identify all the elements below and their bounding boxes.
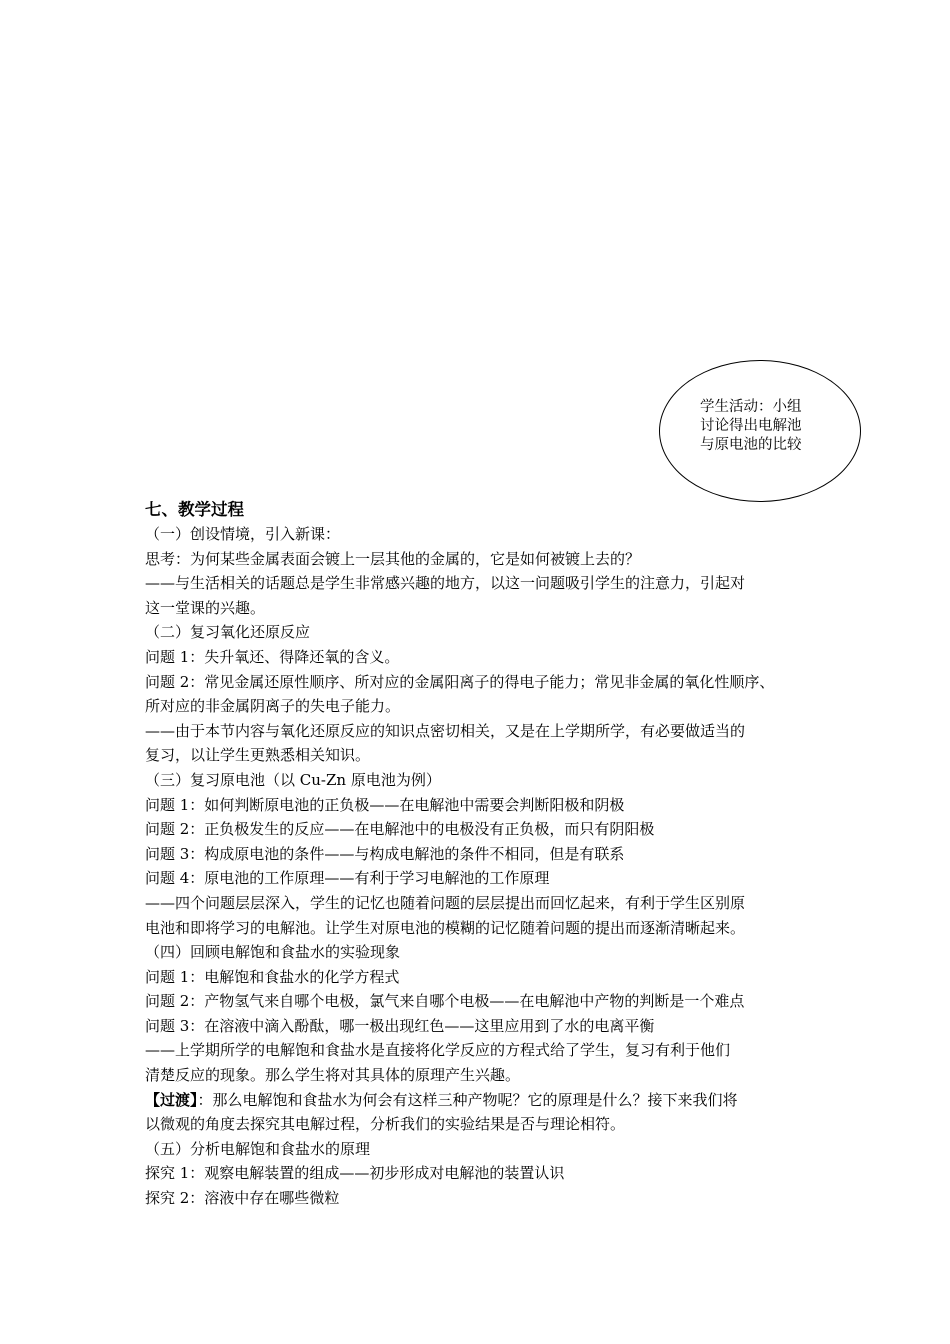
transition-line xyxy=(145,1088,825,1113)
text-line: （四）回顾电解饱和食盐水的实验现象 xyxy=(145,943,401,962)
text-line: 思考：为何某些金属表面会镀上一层其他的金属的，它是如何被镀上去的？ xyxy=(145,549,641,568)
callout-line: 与原电池的比较 xyxy=(700,437,802,453)
text-line: 探究 2：溶液中存在哪些微粒 xyxy=(145,1189,340,1208)
text-line: ——与生活相关的话题总是学生非常感兴趣的地方，以这一问题吸引学生的注意力，引起对 xyxy=(145,574,746,593)
text-line: 问题 1：电解饱和食盐水的化学方程式 xyxy=(145,967,400,986)
text-line: （五）分析电解饱和食盐水的原理 xyxy=(145,1139,371,1158)
text-line: 问题 2：产物氢气来自哪个电极，氯气来自哪个电极——在电解池中产物的判断是一个难点 xyxy=(145,992,745,1011)
transition-tag: 【过渡】 xyxy=(145,1090,198,1109)
text-line: 问题 3：在溶液中滴入酚酞，哪一极出现红色——这里应用到了水的电离平衡 xyxy=(145,1016,655,1035)
text-line: 探究 1：观察电解装置的组成——初步形成对电解池的装置认识 xyxy=(145,1164,565,1183)
text-line: 这一堂课的兴趣。 xyxy=(145,598,266,617)
text-line: 问题 1：失升氧还、得降还氧的含义。 xyxy=(145,647,400,666)
text-line: ——四个问题层层深入，学生的记忆也随着问题的层层提出而回忆起来，有利于学生区别原 xyxy=(145,893,746,912)
text-line: ——由于本节内容与氧化还原反应的知识点密切相关，又是在上学期所学，有必要做适当的 xyxy=(145,721,746,740)
text-line: 电池和即将学习的电解池。让学生对原电池的模糊的记忆随着问题的提出而逐渐清晰起来。 xyxy=(145,918,746,937)
callout-text xyxy=(700,398,825,455)
text-line: ——上学期所学的电解饱和食盐水是直接将化学反应的方程式给了学生，复习有利于他们 xyxy=(145,1041,731,1060)
transition-text: ：那么电解饱和食盐水为何会有这样三种产物呢？它的原理是什么？接下来我们将 xyxy=(197,1090,738,1109)
transition-continuation: 以微观的角度去探究其电解过程，分析我们的实验结果是否与理论相符。 xyxy=(145,1115,626,1134)
text-line: 问题 1：如何判断原电池的正负极——在电解池中需要会判断阳极和阴极 xyxy=(145,795,625,814)
text-line: 所对应的非金属阴离子的失电子能力。 xyxy=(145,697,401,716)
text-line: 问题 3：构成原电池的条件——与构成电解池的条件不相同，但是有联系 xyxy=(145,844,625,863)
text-line: 问题 2：正负极发生的反应——在电解池中的电极没有正负极，而只有阴阳极 xyxy=(145,820,655,839)
callout-line: 讨论得出电解池 xyxy=(700,418,802,434)
text-line: （三）复习原电池（以 Cu-Zn 原电池为例） xyxy=(145,770,441,789)
text-line: 清楚反应的现象。那么学生将对其具体的原理产生兴趣。 xyxy=(145,1066,521,1085)
text-line: 问题 2：常见金属还原性顺序、所对应的金属阳离子的得电子能力；常见非金属的氧化性顺序、 xyxy=(145,672,775,691)
text-line: 问题 4：原电池的工作原理——有利于学习电解池的工作原理 xyxy=(145,869,550,888)
section-heading: 七、教学过程 xyxy=(145,500,244,519)
text-line: （一）创设情境，引入新课： xyxy=(145,525,341,543)
callout-line: 学生活动：小组 xyxy=(700,399,802,415)
teaching-process-section xyxy=(145,498,825,1211)
text-line: 复习，以让学生更熟悉相关知识。 xyxy=(145,746,371,765)
text-line: （二）复习氧化还原反应 xyxy=(145,623,311,642)
